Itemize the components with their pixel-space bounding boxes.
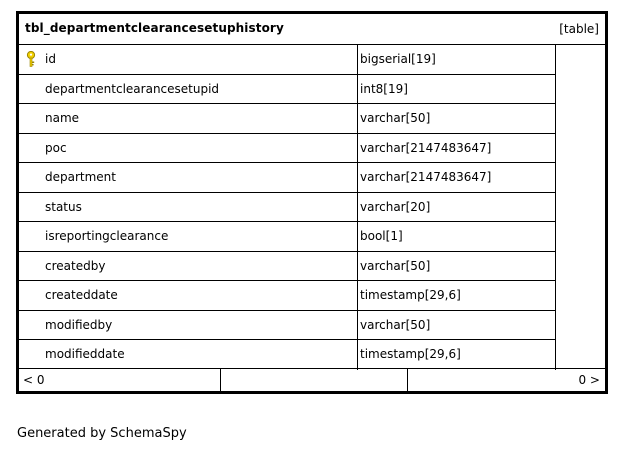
column-type-cell <box>358 281 556 311</box>
table-row <box>19 252 605 282</box>
table-row <box>19 134 605 164</box>
column-type: varchar[50] <box>360 111 431 125</box>
column-type-cell <box>358 252 556 282</box>
column-name: modifiedby <box>45 317 113 332</box>
children-count-cell <box>408 369 605 391</box>
column-name: name <box>45 111 80 125</box>
column-name-cell <box>19 75 358 105</box>
parents-count: < 0 <box>23 373 45 387</box>
table-footer <box>19 368 605 391</box>
column-name-cell <box>19 193 358 223</box>
column-name-cell <box>19 252 358 282</box>
table-row <box>19 193 605 223</box>
column-type: varchar[50] <box>360 258 431 273</box>
table-entity <box>16 11 608 394</box>
column-name-cell <box>19 311 358 341</box>
column-name: department <box>45 170 116 184</box>
table-row <box>19 163 605 193</box>
column-name: isreportingclearance <box>45 229 169 243</box>
table-name: tbl_departmentclearancesetuphistory <box>25 21 284 35</box>
table-row <box>19 340 605 370</box>
column-name-cell <box>19 104 358 134</box>
table-kind: [table] <box>559 22 599 36</box>
column-type-cell <box>358 134 556 164</box>
column-type-cell <box>358 222 556 252</box>
column-name: id <box>45 52 56 66</box>
table-row <box>19 311 605 341</box>
column-name: createdby <box>45 258 106 273</box>
column-type: varchar[2147483647] <box>360 140 492 155</box>
column-name-cell <box>19 281 358 311</box>
column-type-cell <box>358 104 556 134</box>
column-name: poc <box>45 140 67 155</box>
column-type-cell <box>358 311 556 341</box>
column-type: varchar[50] <box>360 317 431 332</box>
column-name-cell <box>19 340 358 370</box>
column-name-cell <box>19 45 358 75</box>
column-type: timestamp[29,6] <box>360 347 461 361</box>
column-type: bool[1] <box>360 229 403 243</box>
column-name: departmentclearancesetupid <box>45 81 220 96</box>
column-type: timestamp[29,6] <box>360 288 461 302</box>
column-type-cell <box>358 193 556 223</box>
column-name: createddate <box>45 288 118 302</box>
column-name-cell <box>19 163 358 193</box>
table-row <box>19 75 605 105</box>
table-row <box>19 45 605 75</box>
column-name-cell <box>19 134 358 164</box>
column-type: varchar[2147483647] <box>360 170 492 184</box>
parents-count-cell <box>19 369 221 391</box>
key-icon <box>26 51 36 67</box>
table-row <box>19 222 605 252</box>
column-type: bigserial[19] <box>360 52 436 66</box>
column-type-cell <box>358 45 556 75</box>
column-list <box>19 45 605 370</box>
table-row <box>19 281 605 311</box>
column-type: int8[19] <box>360 81 408 96</box>
column-name: status <box>45 199 82 214</box>
children-count: 0 > <box>578 373 600 387</box>
column-type-cell <box>358 163 556 193</box>
column-type: varchar[20] <box>360 199 431 214</box>
column-type-cell <box>358 340 556 370</box>
column-name-cell <box>19 222 358 252</box>
column-name: modifieddate <box>45 347 125 361</box>
table-row <box>19 104 605 134</box>
footer-spacer <box>221 369 408 391</box>
table-header <box>19 14 605 45</box>
column-type-cell <box>358 75 556 105</box>
generated-by-label: Generated by SchemaSpy <box>17 426 187 441</box>
